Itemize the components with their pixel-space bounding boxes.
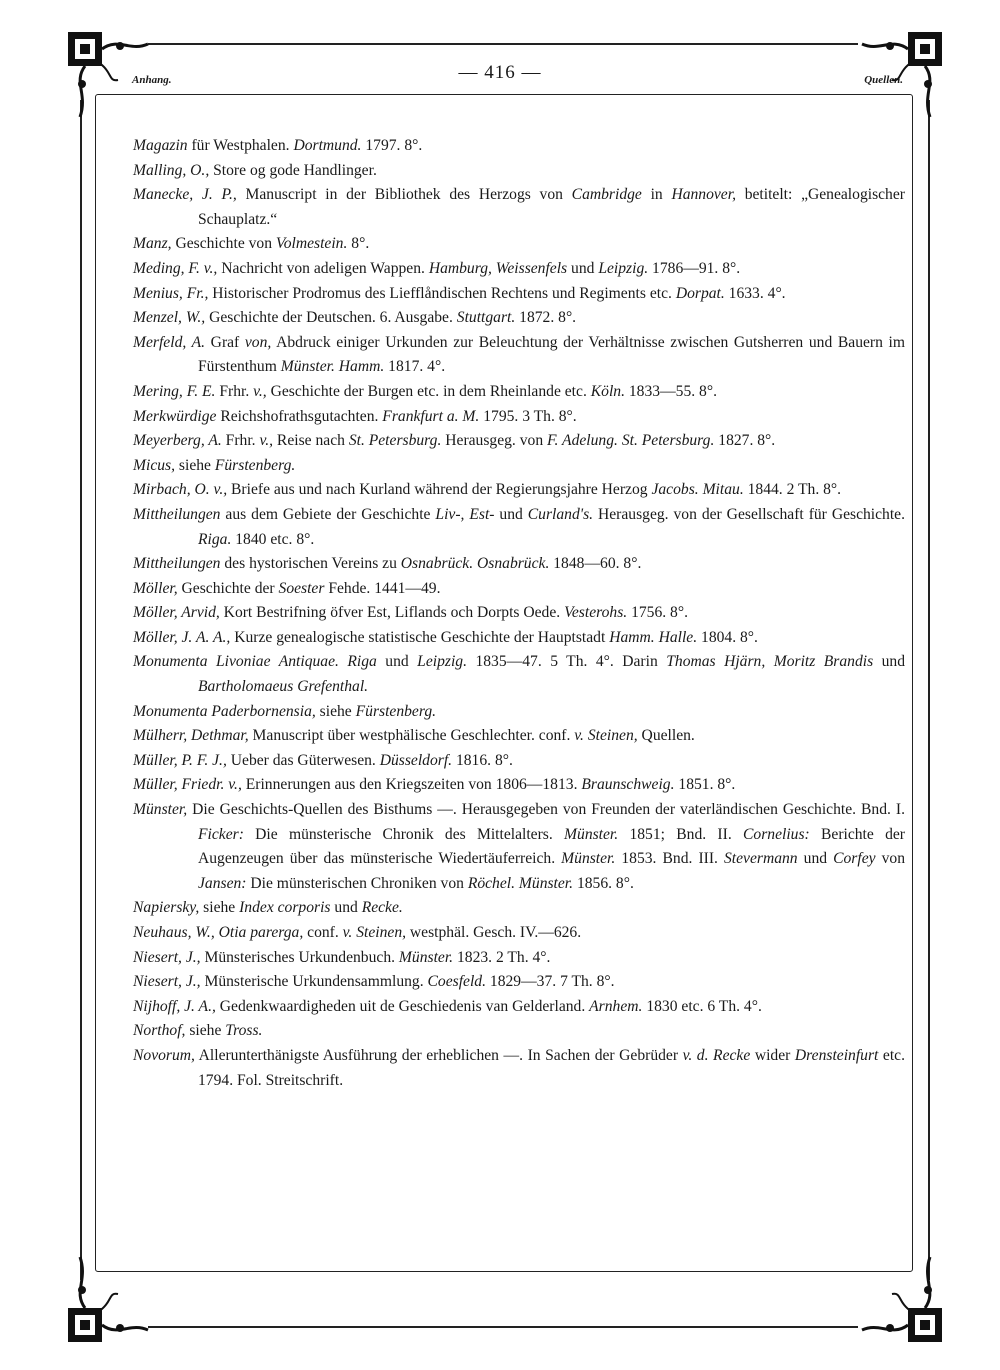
bibliography-entry: Mittheilungen des hystorischen Vereins zu Osnabrück. Osnabrück. 1848—60. 8°. — [133, 555, 642, 573]
bibliography-entry: Meyerberg, A. Frhr. v., Reise nach St. Petersburg. Herausgeg. von F. Adelung. St. Petersburg. 1827. 8°. — [133, 432, 776, 450]
bibliography-entry: Niesert, J., Münsterische Urkundensammlung. Coesfeld. 1829—37. 7 Th. 8°. — [133, 973, 615, 991]
bottom-rule — [148, 1326, 858, 1328]
bibliography-entry: Merkwürdige Reichshofrathsgutachten. Frankfurt a. M. 1795. 3 Th. 8°. — [133, 407, 577, 425]
bibliography-entry: Menzel, W., Geschichte der Deutschen. 6. Ausgabe. Stuttgart. 1872. 8°. — [133, 309, 577, 327]
bibliography-entry: Monumenta Paderbornensia, siehe Fürstenberg. — [133, 702, 437, 720]
header-section-left: Anhang. — [132, 74, 172, 86]
bibliography-entry: Novorum, Allerunterthänigste Ausführung der erheblichen —. In Sachen der Gebrüder v. d. Recke wider Drensteinfurt etc. 1794. Fol. Streitschrift. — [133, 1046, 905, 1089]
bibliography-entry: Mittheilungen aus dem Gebiete der Geschichte Liv-, Est- und Curland's. Herausgeg. von der Gesellschaft für Geschichte. Riga. 1840 etc. 8°. — [133, 505, 905, 548]
bibliography-entry: Möller, Arvid, Kort Bestrifning öfver Est, Liflands och Dorpts Oede. Vesterohs. 1756. 8°. — [133, 604, 688, 622]
bibliography-entry: Mirbach, O. v., Briefe aus und nach Kurland während der Regierungsjahre Herzog Jacobs. Mitau. 1844. 2 Th. 8°. — [133, 481, 842, 499]
corner-ornament-bottom-right-icon — [852, 1252, 952, 1352]
bibliography-entry: Möller, J. A. A., Kurze genealogische statistische Geschichte der Hauptstadt Hamm. Halle. 1804. 8°. — [133, 628, 758, 646]
corner-ornament-bottom-left-icon — [58, 1252, 158, 1352]
bibliography-entry: Mülherr, Dethmar, Manuscript über westphälische Geschlechter. conf. v. Steinen, Quellen. — [133, 727, 695, 745]
bibliography-entry: Niesert, J., Münsterisches Urkundenbuch. Münster. 1823. 2 Th. 4°. — [133, 948, 551, 966]
bibliography-entry: Northof, siehe Tross. — [133, 1022, 263, 1040]
left-rule — [80, 100, 82, 1280]
bibliography-entry: Mering, F. E. Frhr. v., Geschichte der Burgen etc. in dem Rheinlande etc. Köln. 1833—55. 8°. — [133, 382, 717, 400]
bibliography-entry: Möller, Geschichte der Soester Fehde. 1441—49. — [133, 579, 441, 597]
bibliography-entry: Micus, siehe Fürstenberg. — [133, 456, 296, 474]
bibliography-entry: Monumenta Livoniae Antiquae. Riga und Leipzig. 1835—47. 5 Th. 4°. Darin Thomas Hjärn, Moritz Brandis und Bartholomaeus Grefenthal. — [133, 653, 906, 696]
bibliography-entry: Meding, F. v., Nachricht von adeligen Wappen. Hamburg, Weissenfels und Leipzig. 1786—91. 8°. — [133, 259, 741, 277]
bibliography-entry: Manecke, J. P., Manuscript in der Bibliothek des Herzogs von Cambridge in Hannover, betitelt: „Genealogischer Schauplatz.“ — [133, 186, 905, 228]
bibliography-entry: Malling, O., Store og gode Handlinger. — [133, 161, 377, 179]
bibliography-entry: Merfeld, A. Graf von, Abdruck einiger Urkunden zur Beleuchtung der Verhältnisse zwischen Gutsherren und Bauern im Fürstenthum Münster. Hamm. 1817. 4°. — [133, 333, 905, 376]
bibliography-entry: Menius, Fr., Historischer Prodromus des Liefflåndischen Rechtens und Regiments etc. Dorpat. 1633. 4°. — [133, 284, 786, 302]
bibliography-entry: Müller, Friedr. v., Erinnerungen aus den Kriegszeiten von 1806—1813. Braunschweig. 1851. 8°. — [133, 776, 736, 794]
page-number: — 416 — — [458, 62, 542, 83]
right-rule — [928, 100, 930, 1280]
bibliography-entry: Manz, Geschichte von Volmestein. 8°. — [133, 235, 370, 253]
bibliography-list — [133, 134, 905, 1093]
header-section-right: Quellen. — [864, 74, 903, 86]
bibliography-entry: Neuhaus, W., Otia parerga, conf. v. Steinen, westphäl. Gesch. IV.—626. — [133, 924, 582, 941]
bibliography-entry: Napiersky, siehe Index corporis und Recke. — [133, 899, 403, 917]
page-header — [0, 60, 1000, 90]
top-rule — [148, 43, 858, 45]
bibliography-entry: Magazin für Westphalen. Dortmund. 1797. 8°. — [133, 137, 423, 154]
bibliography-entry: Nijhoff, J. A., Gedenkwaardigheden uit de Geschiedenis van Gelderland. Arnhem. 1830 etc. 6 Th. 4°. — [133, 997, 762, 1015]
bibliography-entry: Münster, Die Geschichts-Quellen des Bisthums —. Herausgegeben von Freunden der vaterländischen Geschichte. Bnd. I. Ficker: Die münsterische Chronik des Mittelalters. Münster. 1851; Bnd. II. Cornelius: Berichte der Augenzeugen über das münsterische Wiedertäuferreich. Münster. 1853. Bnd. III. Stevermann und Corfey von Jansen: Die münsterischen Chroniken von Röchel. Münster. 1856. 8°. — [133, 801, 906, 892]
bibliography-entry: Müller, P. F. J., Ueber das Güterwesen. Düsseldorf. 1816. 8°. — [133, 751, 513, 769]
